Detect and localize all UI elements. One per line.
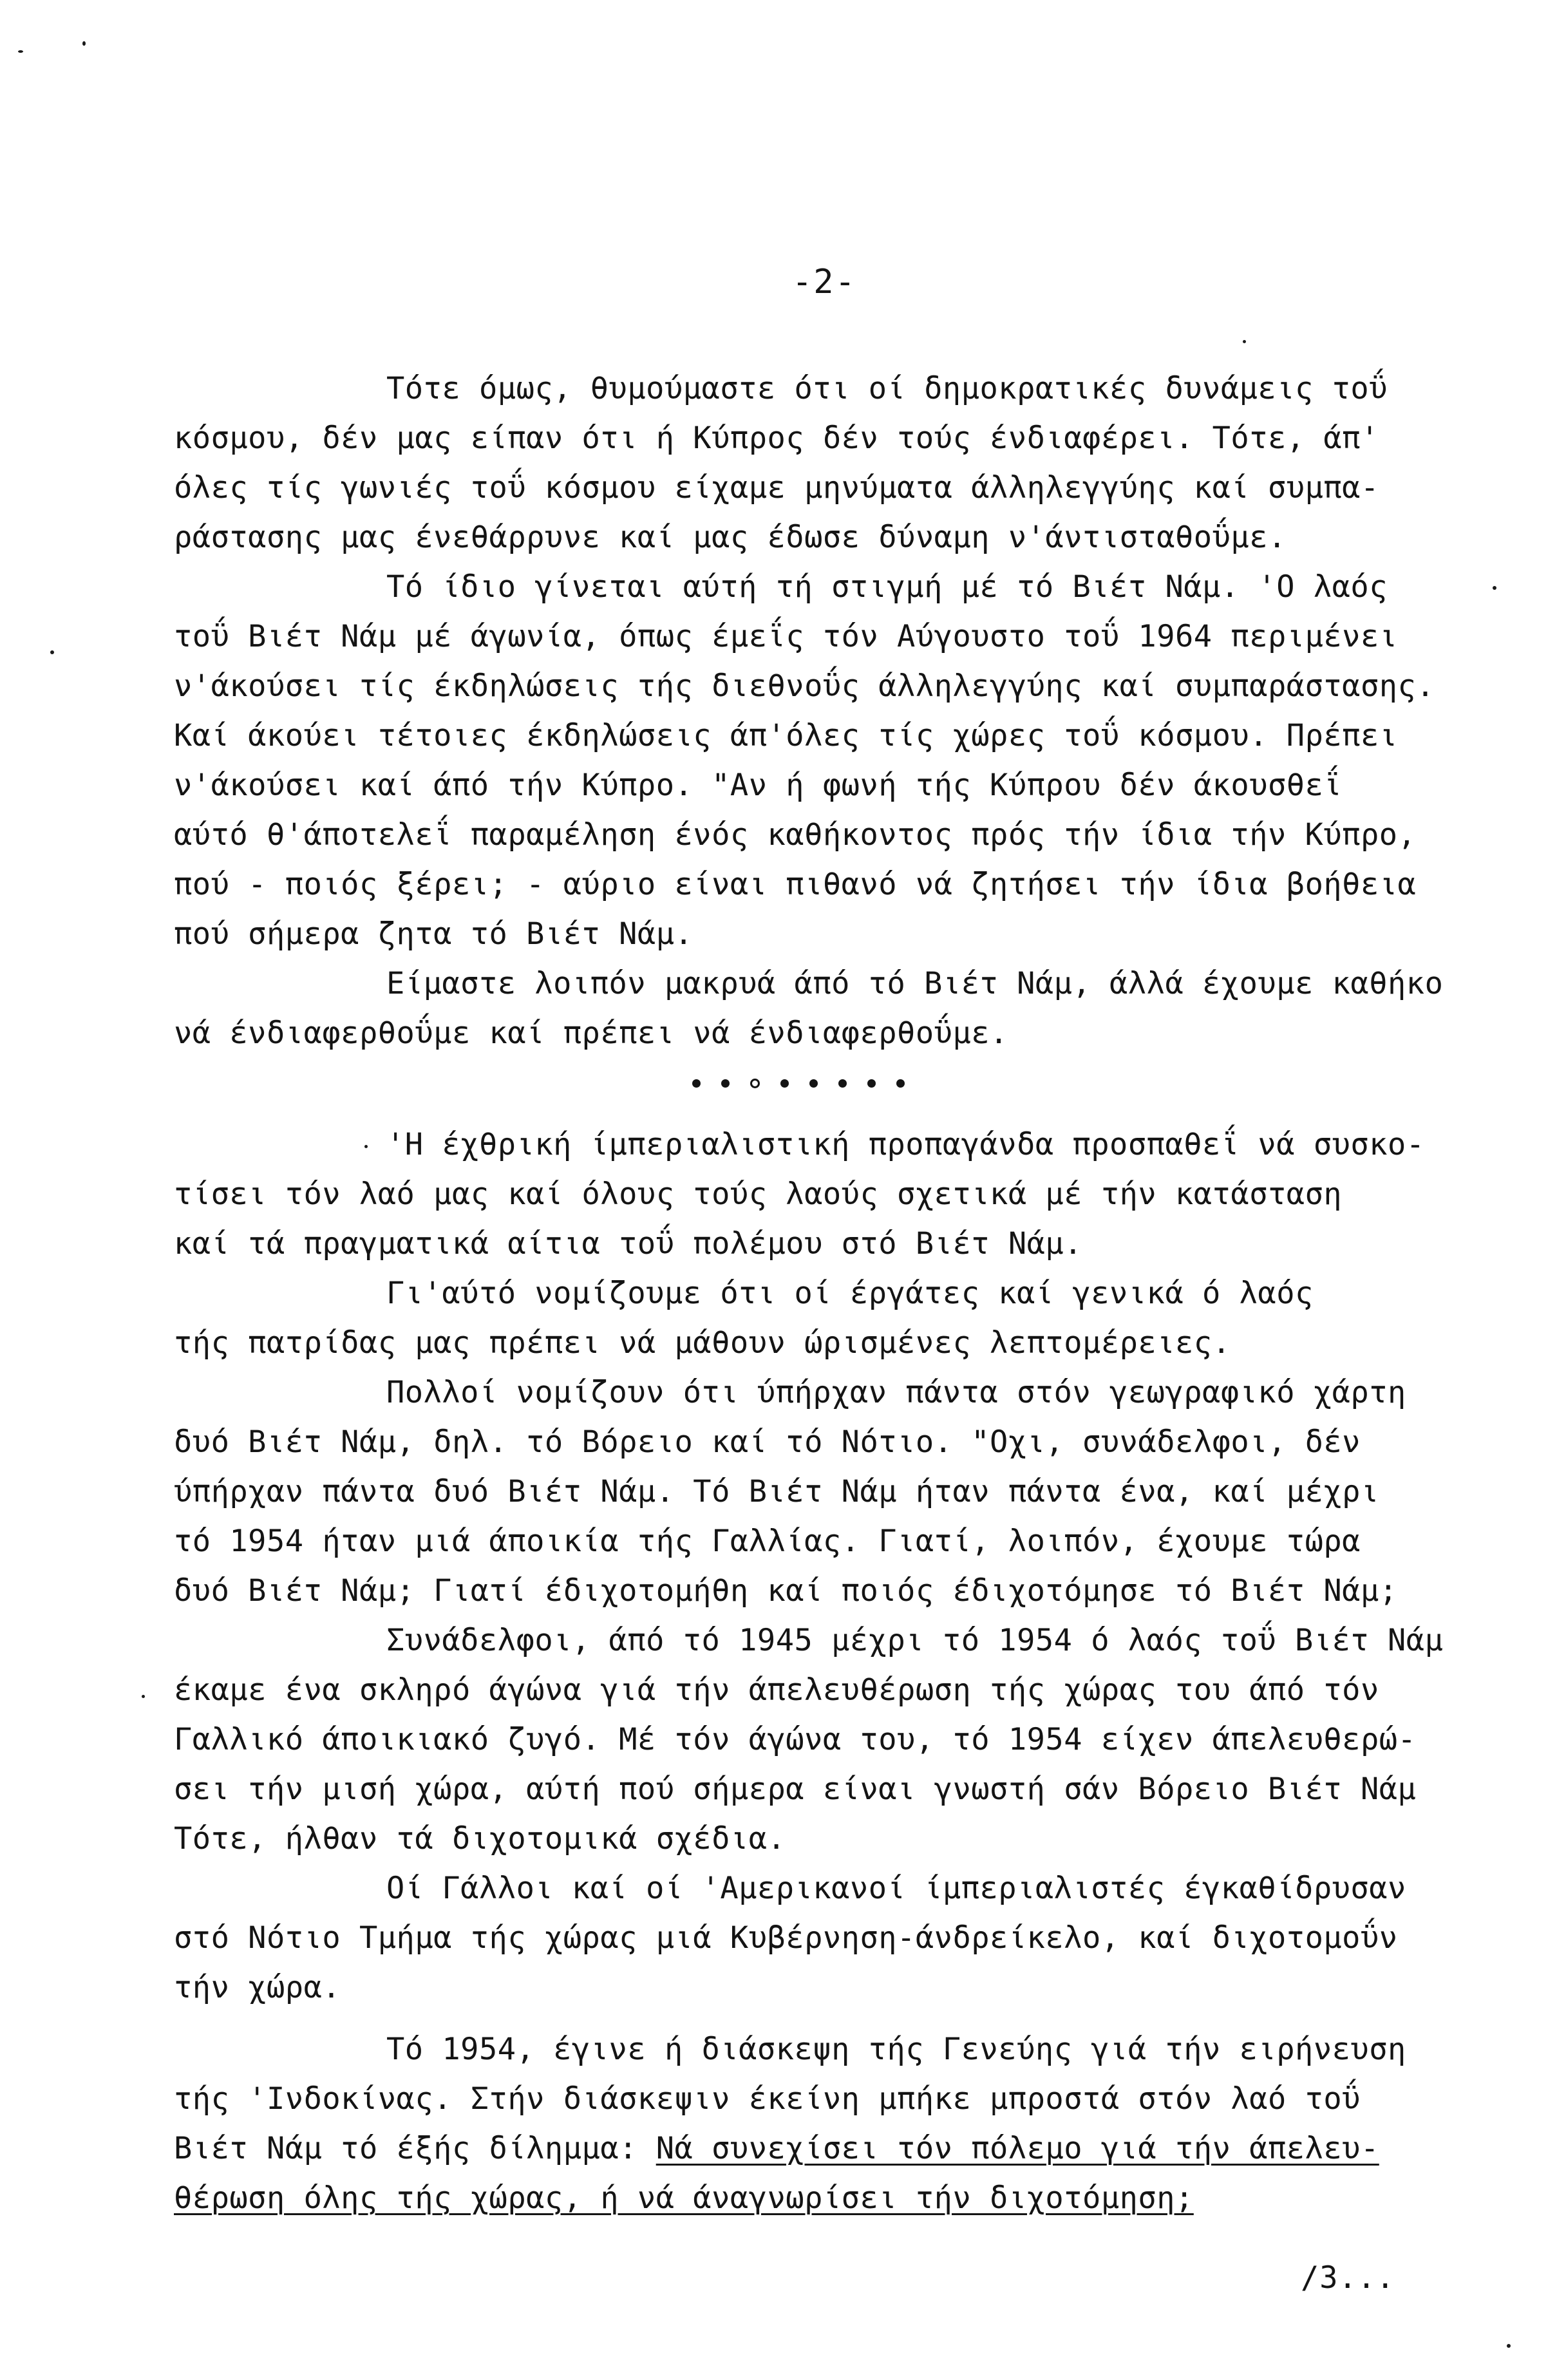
scan-speck bbox=[1493, 586, 1496, 590]
text-line: στό Νότιο Τμήμα τής χώρας μιά Κυβέρνηση-άνδρείκελο, καί διχοτομοΰν bbox=[174, 1920, 1398, 1956]
continuation-mark: /3... bbox=[1301, 2260, 1395, 2296]
text-line: Οί Γάλλοι καί οί 'Αμερικανοί ίμπεριαλιστές έγκαθίδρυσαν bbox=[386, 1871, 1406, 1906]
text-line: Τό ίδιο γίνεται αύτή τή στιγμή μέ τό Βιέτ Νάμ. 'Ο λαός bbox=[386, 569, 1388, 605]
text-line: 'Η έχθρική ίμπεριαλιστική προπαγάνδα προσπαθεΐ νά συσκο- bbox=[386, 1127, 1425, 1162]
page-number: -2- bbox=[792, 263, 856, 301]
text-line: κόσμου, δέν μας είπαν ότι ή Κύπρος δέν τούς ένδιαφέρει. Τότε, άπ' bbox=[174, 420, 1379, 456]
text-line: Τότε, ήλθαν τά διχοτομικά σχέδια. bbox=[174, 1821, 786, 1856]
text-line: τής πατρίδας μας πρέπει νά μάθουν ώρισμένες λεπτομέρειες. bbox=[174, 1325, 1231, 1361]
text-line: καί τά πραγματικά αίτια τοΰ πολέμου στό Βιέτ Νάμ. bbox=[174, 1226, 1083, 1261]
text-line: τής 'Ινδοκίνας. Στήν διάσκεψιν έκείνη μπήκε μπροστά στόν λαό τοΰ bbox=[174, 2081, 1361, 2117]
scan-speck bbox=[1243, 340, 1246, 343]
text-line: Καί άκούει τέτοιες έκδηλώσεις άπ'όλες τίς χώρες τοΰ κόσμου. Πρέπει bbox=[174, 718, 1398, 753]
text-line: πού σήμερα ζητα τό Βιέτ Νάμ. bbox=[174, 916, 693, 952]
document-body bbox=[174, 364, 1500, 2223]
separator-dot bbox=[838, 1079, 847, 1088]
separator-dot bbox=[896, 1079, 905, 1088]
separator-dot bbox=[721, 1079, 730, 1088]
text-line: Γαλλικό άποικιακό ζυγό. Μέ τόν άγώνα του, τό 1954 είχεν άπελευθερώ- bbox=[174, 1722, 1417, 1757]
separator-dot bbox=[809, 1079, 818, 1088]
text-line: Είμαστε λοιπόν μακρυά άπό τό Βιέτ Νάμ, άλλά έχουμε καθήκο bbox=[386, 966, 1444, 1001]
underlined-text: Νά συνεχίσει τόν πόλεμο γιά τήν άπελευ- bbox=[656, 2131, 1379, 2166]
text-line: Τότε όμως, θυμούμαστε ότι οί δημοκρατικές δυνάμεις τοΰ bbox=[386, 371, 1388, 406]
scan-speck bbox=[364, 1145, 368, 1148]
text-line: έκαμε ένα σκληρό άγώνα γιά τήν άπελευθέρωση τής χώρας του άπό τόν bbox=[174, 1672, 1379, 1708]
text-line: δυό Βιέτ Νάμ, δηλ. τό Βόρειο καί τό Νότιο. "Οχι, συνάδελφοι, δέν bbox=[174, 1424, 1361, 1460]
underlined-text: θέρωση όλης τής χώρας, ή νά άναγνωρίσει τήν διχοτόμηση; bbox=[174, 2180, 1194, 2216]
separator-dot bbox=[692, 1079, 701, 1088]
text-line: ύπήρχαν πάντα δυό Βιέτ Νάμ. Τό Βιέτ Νάμ ήταν πάντα ένα, καί μέχρι bbox=[174, 1474, 1379, 1509]
text-line bbox=[174, 2124, 1500, 2173]
section-separator bbox=[174, 1058, 1500, 1108]
text-line: ράστασης μας ένεθάρρυνε καί μας έδωσε δύναμη ν'άντισταθοΰμε. bbox=[174, 520, 1287, 555]
text-line: Τό 1954, έγινε ή διάσκεψη τής Γενεύης γιά τήν ειρήνευση bbox=[386, 2032, 1406, 2067]
text-line: δυό Βιέτ Νάμ; Γιατί έδιχοτομήθη καί ποιός έδιχοτόμησε τό Βιέτ Νάμ; bbox=[174, 1573, 1398, 1609]
separator-dot bbox=[867, 1079, 876, 1088]
text-segment: Βιέτ Νάμ τό έξής δίλημμα: bbox=[174, 2131, 656, 2166]
text-line: τήν χώρα. bbox=[174, 1970, 341, 2005]
scan-speck bbox=[50, 650, 54, 654]
text-line: νά ένδιαφερθοΰμε καί πρέπει νά ένδιαφερθοΰμε. bbox=[174, 1015, 1008, 1051]
text-line: ν'άκούσει καί άπό τήν Κύπρο. "Αν ή φωνή τής Κύπρου δέν άκουσθεΐ bbox=[174, 768, 1343, 803]
text-line: σει τήν μισή χώρα, αύτή πού σήμερα είναι γνωστή σάν Βόρειο Βιέτ Νάμ bbox=[174, 1771, 1417, 1807]
scan-speck bbox=[1507, 2344, 1511, 2348]
scan-speck bbox=[82, 41, 86, 46]
separator-dot bbox=[750, 1079, 760, 1088]
text-line: αύτό θ'άποτελεΐ παραμέληση ένός καθήκοντος πρός τήν ίδια τήν Κύπρο, bbox=[174, 817, 1417, 853]
text-line: τοΰ Βιέτ Νάμ μέ άγωνία, όπως έμεΐς τόν Αύγουστο τοΰ 1964 περιμένει bbox=[174, 619, 1398, 654]
scan-speck bbox=[142, 1695, 145, 1698]
separator-dot bbox=[780, 1079, 789, 1088]
text-line: όλες τίς γωνιές τοΰ κόσμου είχαμε μηνύματα άλληλεγγύης καί συμπα- bbox=[174, 470, 1379, 505]
text-line: ν'άκούσει τίς έκδηλώσεις τής διεθνοΰς άλληλεγγύης καί συμπαράστασης. bbox=[174, 668, 1435, 704]
text-line: Πολλοί νομίζουν ότι ύπήρχαν πάντα στόν γεωγραφικό χάρτη bbox=[386, 1375, 1406, 1410]
text-line bbox=[174, 2173, 1500, 2223]
text-line: πού - ποιός ξέρει; - αύριο είναι πιθανό νά ζητήσει τήν ίδια βοήθεια bbox=[174, 867, 1417, 902]
text-line: τίσει τόν λαό μας καί όλους τούς λαούς σχετικά μέ τήν κατάσταση bbox=[174, 1176, 1343, 1212]
scan-speck bbox=[18, 50, 23, 53]
text-line: Συνάδελφοι, άπό τό 1945 μέχρι τό 1954 ό λαός τοΰ Βιέτ Νάμ bbox=[386, 1623, 1444, 1658]
text-line: Γι'αύτό νομίζουμε ότι οί έργάτες καί γενικά ό λαός bbox=[386, 1276, 1314, 1311]
text-line: τό 1954 ήταν μιά άποικία τής Γαλλίας. Γιατί, λοιπόν, έχουμε τώρα bbox=[174, 1524, 1361, 1559]
